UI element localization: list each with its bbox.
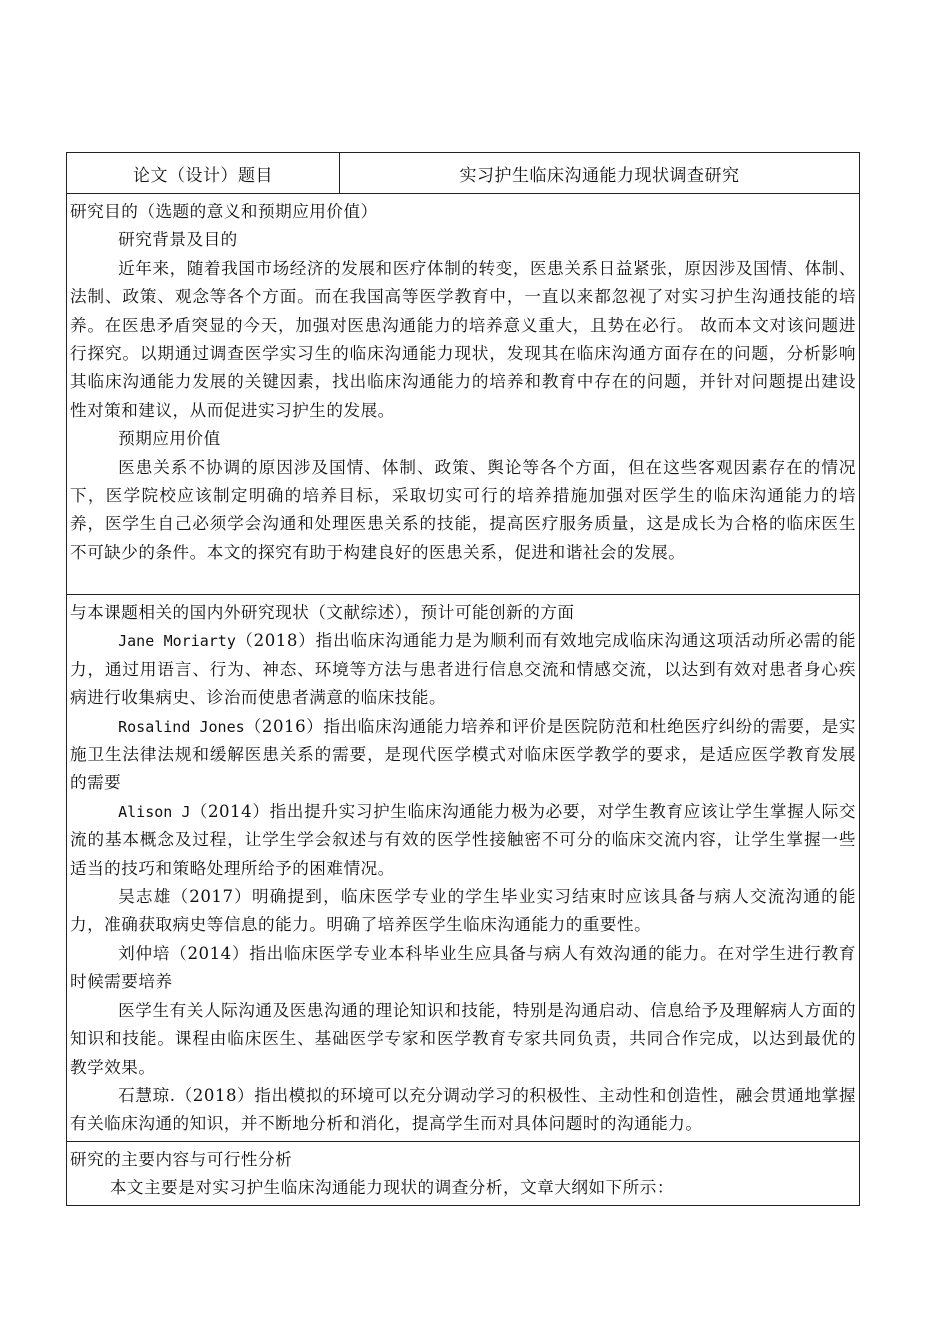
value-subheading: 预期应用价值 [118,429,221,449]
purpose-heading: 研究目的（选题的意义和预期应用价值） [70,202,378,221]
literature-heading: 与本课题相关的国内外研究现状（文献综述），预计可能创新的方面 [70,603,575,622]
content-section [67,1141,860,1205]
purpose-section [67,194,860,595]
value-paragraph: 医患关系不协调的原因涉及国情、体制、政策、舆论等各个方面，但在这些客观因素存在的情况下，医学院校应该制定明确的培养目标，采取切实可行的培养措施加强对医学生的临床沟通能力的培养，医学生自己必须学会沟通和处理医患关系的技能，提高医疗服务质量，这是成长为合格的临床医生不可缺少的条件。本文的探究有助于构建良好的医患关系，促进和谐社会的发展。 [70,457,856,562]
thesis-title-value: 实习护生临床沟通能力现状调查研究 [340,153,860,194]
proposal-form-table [66,152,860,1206]
literature-text: （2014）指出提升实习护生临床沟通能力极为必要，对学生教育应该让学生掌握人际交流的基本概念及过程，让学生学会叙述与有效的医学性接触密不可分的临床交流内容，让学生掌握一些适当的技巧和策略处理所给予的困难情况。 [70,801,856,878]
background-paragraph: 近年来，随着我国市场经济的发展和医疗体制的转变，医患关系日益紧张，原因涉及国情、体制、法制、政策、观念等各个方面。而在我国高等医学教育中，一直以来都忽视了对实习护生沟通技能的培养。在医患矛盾突显的今天，加强对医患沟通能力的培养意义重大，且势在必行。 故而本文对该问题进行探究。以期通过调查医学实习生的临床沟通能力现状，发现其在临床沟通方面存在的问题，分析影响其临床沟通能力发展的关键因素，找出临床沟通能力的培养和教育中存在的问题，并针对问题提出建设性对策和建议，从而促进实习护生的发展。 [70,258,856,420]
literature-section [67,595,860,1142]
literature-paragraph-4: 吴志雄（2017）明确提到，临床医学专业的学生毕业实习结束时应该具备与病人交流沟通的能力，准确获取病史等信息的能力。明确了培养医学生临床沟通能力的重要性。 [70,887,856,935]
author-name: Alison J [118,802,191,821]
literature-paragraph-2 [70,713,856,798]
literature-paragraph-5: 刘仲培（2014）指出临床医学专业本科毕业生应具备与病人有效沟通的能力。在对学生进行教育时候需要培养 [70,943,856,992]
background-subheading: 研究背景及目的 [118,230,238,250]
literature-paragraph-1 [70,627,856,712]
purpose-section-row [67,194,860,595]
title-row [67,153,860,194]
literature-paragraph-7: 石慧琼.（2018）指出模拟的环境可以充分调动学习的积极性、主动性和创造性，融会贯通地掌握有关临床沟通的知识，并不断地分析和消化，提高学生而对具体问题时的沟通能力。 [70,1085,856,1134]
content-paragraph: 本文主要是对实习护生临床沟通能力现状的调查分析，文章大纲如下所示： [109,1178,674,1198]
author-name: Rosalind Jones [118,717,245,736]
literature-paragraph-6: 医学生有关人际沟通及医患沟通的理论知识和技能，特别是沟通启动、信息给予及理解病人方面的知识和技能。课程由临床医生、基础医学专家和医学教育专家共同负责，共同合作完成，以达到最优的教学效果。 [70,1000,856,1077]
literature-text: （2018）指出临床沟通能力是为顺利而有效地完成临床沟通这项活动所必需的能力，通过用语言、行为、神态、环境等方法与患者进行信息交流和情感交流，以达到有效对患者身心疾病进行收集病史、诊治而使患者满意的临床技能。 [70,631,856,708]
content-section-row [67,1141,860,1205]
content-heading: 研究的主要内容与可行性分析 [70,1149,293,1169]
author-name: Jane Moriarty [118,632,236,651]
thesis-title-label: 论文（设计）题目 [67,153,340,194]
literature-paragraph-3 [70,798,856,883]
literature-section-row [67,595,860,1142]
proposal-form-page [66,152,860,1206]
literature-text: （2016）指出临床沟通能力培养和评价是医院防范和杜绝医疗纠纷的需要，是实施卫生法律法规和缓解医患关系的需要，是现代医学模式对临床医学教学的要求，是适应医学教育发展的需要 [70,716,856,793]
